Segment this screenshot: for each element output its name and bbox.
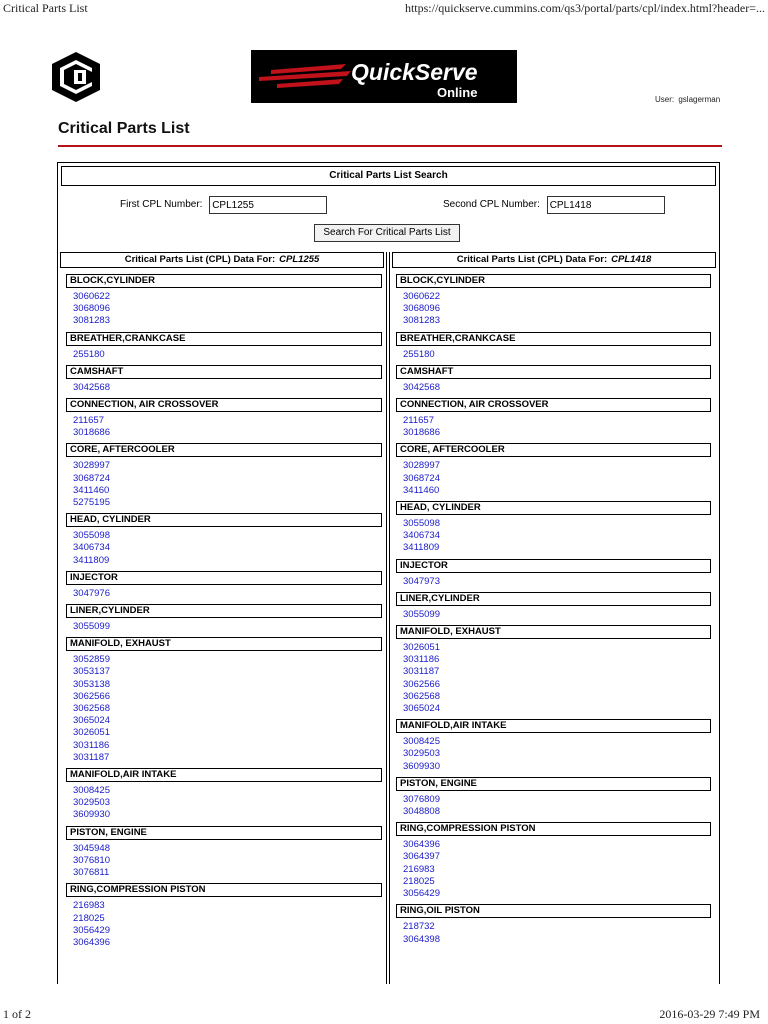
part-group: [396, 501, 716, 559]
part-number-link[interactable]: 3065024: [403, 703, 440, 715]
part-list: [396, 733, 716, 777]
cpl-column-header-label: Critical Parts List (CPL) Data For:: [124, 254, 276, 265]
part-group-title: MANIFOLD,AIR INTAKE: [396, 719, 711, 733]
part-group: [66, 365, 386, 398]
part-list: [66, 618, 386, 637]
part-list: [66, 782, 386, 826]
part-number-link[interactable]: 3068724: [403, 472, 440, 484]
part-group: [396, 332, 716, 365]
part-number-link[interactable]: 3060622: [73, 291, 110, 302]
part-number-link[interactable]: 3028997: [403, 460, 440, 472]
part-number-link[interactable]: 3008425: [403, 736, 440, 748]
part-number-link[interactable]: 3048808: [403, 806, 440, 818]
part-group-title: LINER,CYLINDER: [66, 604, 382, 618]
part-number-link[interactable]: 3064396: [403, 839, 440, 851]
part-list: [66, 457, 386, 513]
part-group: [66, 513, 386, 571]
part-group-title: RING,OIL PISTON: [396, 904, 711, 918]
part-number-link[interactable]: 3056429: [403, 888, 440, 900]
part-list: [396, 918, 716, 949]
part-group: [396, 274, 716, 332]
part-group: [66, 443, 386, 513]
part-list: [66, 651, 386, 768]
part-list: [66, 897, 386, 953]
part-number-link[interactable]: 211657: [73, 415, 104, 427]
banner-subtitle: Online: [437, 85, 478, 100]
second-cpl-row: [443, 196, 665, 214]
part-number-link[interactable]: 3028997: [73, 460, 110, 472]
part-number-link[interactable]: 3068096: [73, 303, 110, 315]
part-group: [396, 365, 716, 398]
part-group-title: CONNECTION, AIR CROSSOVER: [396, 398, 711, 412]
part-number-link[interactable]: 3031187: [403, 666, 440, 678]
page-title: Critical Parts List: [58, 120, 190, 137]
part-number-link[interactable]: 3047973: [403, 575, 440, 587]
print-footer-datetime: 2016-03-29 7:49 PM: [659, 1007, 760, 1021]
part-group: [396, 822, 716, 904]
part-group-title: LINER,CYLINDER: [396, 592, 711, 606]
part-number-link[interactable]: 3056429: [73, 924, 110, 936]
print-footer: [0, 1004, 768, 1022]
part-number-link[interactable]: 3055098: [73, 530, 110, 542]
part-number-link[interactable]: 3031187: [73, 751, 110, 763]
user-info: [653, 95, 720, 104]
part-group-title: INJECTOR: [396, 559, 711, 573]
part-number-link[interactable]: 3060622: [403, 291, 440, 302]
part-list: [66, 288, 386, 332]
part-group: [66, 768, 386, 826]
part-group: [66, 604, 386, 637]
part-list: [66, 527, 386, 571]
cpl-column-header-number: CPL1418: [611, 254, 652, 265]
part-number-link[interactable]: 255180: [403, 348, 435, 360]
part-number-link[interactable]: 3062568: [403, 690, 440, 702]
part-group: [396, 559, 716, 592]
part-list: [66, 412, 386, 443]
part-number-link[interactable]: 3031186: [403, 654, 440, 666]
part-group-title: RING,COMPRESSION PISTON: [66, 883, 382, 897]
part-group-title: CORE, AFTERCOOLER: [66, 443, 382, 457]
part-number-link[interactable]: 3068724: [73, 472, 110, 484]
part-number-link[interactable]: 3029503: [403, 748, 440, 760]
second-cpl-label: Second CPL Number:: [443, 199, 540, 210]
part-number-link[interactable]: 3042568: [403, 381, 440, 393]
print-footer-page: 1 of 2: [3, 1007, 31, 1021]
part-number-link[interactable]: 3029503: [73, 797, 110, 809]
part-group-title: MANIFOLD,AIR INTAKE: [66, 768, 382, 782]
part-number-link[interactable]: 3411809: [403, 542, 440, 554]
part-number-link[interactable]: 3026051: [73, 727, 110, 739]
part-number-link[interactable]: 3055099: [73, 621, 110, 633]
part-number-link[interactable]: 3609930: [403, 760, 440, 772]
part-number-link[interactable]: 3064397: [403, 851, 440, 863]
part-number-link[interactable]: 3052859: [73, 654, 110, 666]
part-number-link[interactable]: 3008425: [73, 785, 110, 797]
part-group-title: BLOCK,CYLINDER: [66, 274, 382, 288]
part-number-link[interactable]: 3047976: [73, 587, 110, 599]
part-group: [66, 637, 386, 768]
part-group-title: CAMSHAFT: [396, 365, 711, 379]
part-list: [396, 412, 716, 443]
first-cpl-row: [120, 196, 327, 214]
banner-title: QuickServe: [351, 59, 478, 85]
part-list: [396, 515, 716, 559]
part-group-title: INJECTOR: [66, 571, 382, 585]
part-group: [396, 592, 716, 625]
part-number-link[interactable]: 3042568: [73, 381, 110, 393]
part-group: [66, 398, 386, 443]
part-group-title: MANIFOLD, EXHAUST: [396, 625, 711, 639]
part-group: [396, 443, 716, 501]
part-list: [396, 639, 716, 719]
part-number-link[interactable]: 3406734: [403, 530, 440, 542]
part-list: [66, 585, 386, 604]
part-group-title: HEAD, CYLINDER: [396, 501, 711, 515]
part-group-title: PISTON, ENGINE: [66, 826, 382, 840]
part-number-link[interactable]: 3053138: [73, 678, 110, 690]
cpl-search-panel: [57, 162, 720, 984]
part-number-link[interactable]: 3055099: [403, 608, 440, 620]
part-number-link[interactable]: 3081283: [403, 315, 440, 327]
part-number-link[interactable]: 3055098: [403, 518, 440, 530]
cpl-column-right: [389, 252, 716, 984]
part-number-link[interactable]: 3411809: [73, 554, 110, 566]
part-number-link[interactable]: 3053137: [73, 666, 110, 678]
part-number-link[interactable]: 3076811: [73, 867, 110, 879]
part-number-link[interactable]: 3062566: [73, 690, 110, 702]
part-number-link[interactable]: 218025: [73, 912, 105, 924]
user-name: gslagerman: [678, 95, 721, 104]
part-number-link[interactable]: 218732: [403, 921, 435, 933]
part-list: [66, 840, 386, 884]
cpl-column-header-label: Critical Parts List (CPL) Data For:: [456, 254, 608, 265]
part-list: [396, 288, 716, 332]
part-number-link[interactable]: 3081283: [73, 315, 110, 327]
first-cpl-input[interactable]: [209, 196, 327, 214]
part-list: [396, 791, 716, 822]
part-number-link[interactable]: 3406734: [73, 542, 110, 554]
second-cpl-input[interactable]: [547, 196, 665, 214]
part-number-link[interactable]: 5275195: [73, 497, 110, 509]
part-group: [396, 398, 716, 443]
part-list: [66, 379, 386, 398]
part-group-title: CORE, AFTERCOOLER: [396, 443, 711, 457]
part-number-link[interactable]: 3609930: [73, 809, 110, 821]
part-number-link[interactable]: 3076810: [73, 854, 110, 866]
part-group-title: RING,COMPRESSION PISTON: [396, 822, 711, 836]
user-label: User:: [655, 95, 675, 104]
print-header-title: Critical Parts List: [3, 1, 88, 15]
part-number-link[interactable]: 3062568: [73, 703, 110, 715]
part-number-link[interactable]: 3062566: [403, 678, 440, 690]
part-number-link[interactable]: 3411460: [403, 484, 440, 496]
part-number-link[interactable]: 3068096: [403, 303, 440, 315]
part-group-title: CONNECTION, AIR CROSSOVER: [66, 398, 382, 412]
cpl-column-left: [60, 252, 387, 984]
cpl-column-header: [60, 252, 384, 268]
part-group-title: BREATHER,CRANKCASE: [396, 332, 711, 346]
search-header: Critical Parts List Search: [61, 166, 716, 186]
search-button[interactable]: Search For Critical Parts List: [314, 224, 460, 242]
part-group: [66, 274, 386, 332]
part-number-link[interactable]: 3411460: [73, 484, 110, 496]
part-group-title: MANIFOLD, EXHAUST: [66, 637, 382, 651]
part-group: [396, 777, 716, 822]
part-group-title: HEAD, CYLINDER: [66, 513, 382, 527]
title-divider: [58, 145, 722, 147]
first-cpl-label: First CPL Number:: [120, 199, 203, 210]
cpl-column-header-number: CPL1255: [279, 254, 320, 265]
part-group: [396, 904, 716, 949]
cpl-column-header: [392, 252, 716, 268]
part-group: [66, 332, 386, 365]
part-number-link[interactable]: 216983: [403, 863, 435, 875]
part-list: [396, 573, 716, 592]
part-number-link[interactable]: 3031186: [73, 739, 110, 751]
part-number-link[interactable]: 3064396: [73, 936, 110, 948]
part-list: [396, 457, 716, 501]
part-list: [396, 836, 716, 904]
part-group-title: CAMSHAFT: [66, 365, 382, 379]
part-list: [396, 606, 716, 625]
part-group-title: BREATHER,CRANKCASE: [66, 332, 382, 346]
part-number-link[interactable]: 211657: [403, 415, 434, 427]
part-number-link[interactable]: 3018686: [403, 427, 440, 439]
part-number-link[interactable]: 3064398: [403, 933, 440, 945]
part-group: [66, 883, 386, 953]
part-number-link[interactable]: 3076809: [403, 793, 440, 805]
part-number-link[interactable]: 3045948: [73, 842, 110, 854]
part-list: [396, 346, 716, 365]
part-group: [396, 625, 716, 719]
part-number-link[interactable]: 216983: [73, 900, 105, 912]
part-group-title: BLOCK,CYLINDER: [396, 274, 711, 288]
part-group-title: PISTON, ENGINE: [396, 777, 711, 791]
print-header: [0, 0, 768, 18]
part-number-link[interactable]: 218025: [403, 875, 435, 887]
part-number-link[interactable]: 3065024: [73, 715, 110, 727]
part-list: [66, 346, 386, 365]
part-group: [66, 826, 386, 884]
cummins-logo[interactable]: [46, 48, 106, 106]
part-number-link[interactable]: 3018686: [73, 427, 110, 439]
part-number-link[interactable]: 255180: [73, 348, 105, 360]
part-number-link[interactable]: 3026051: [403, 642, 440, 654]
print-header-url: https://quickserve.cummins.com/qs3/portal/parts/cpl/index.html?header=...: [404, 1, 765, 15]
part-list: [396, 379, 716, 398]
quickserve-banner[interactable]: [251, 50, 517, 103]
part-group: [66, 571, 386, 604]
part-group: [396, 719, 716, 777]
